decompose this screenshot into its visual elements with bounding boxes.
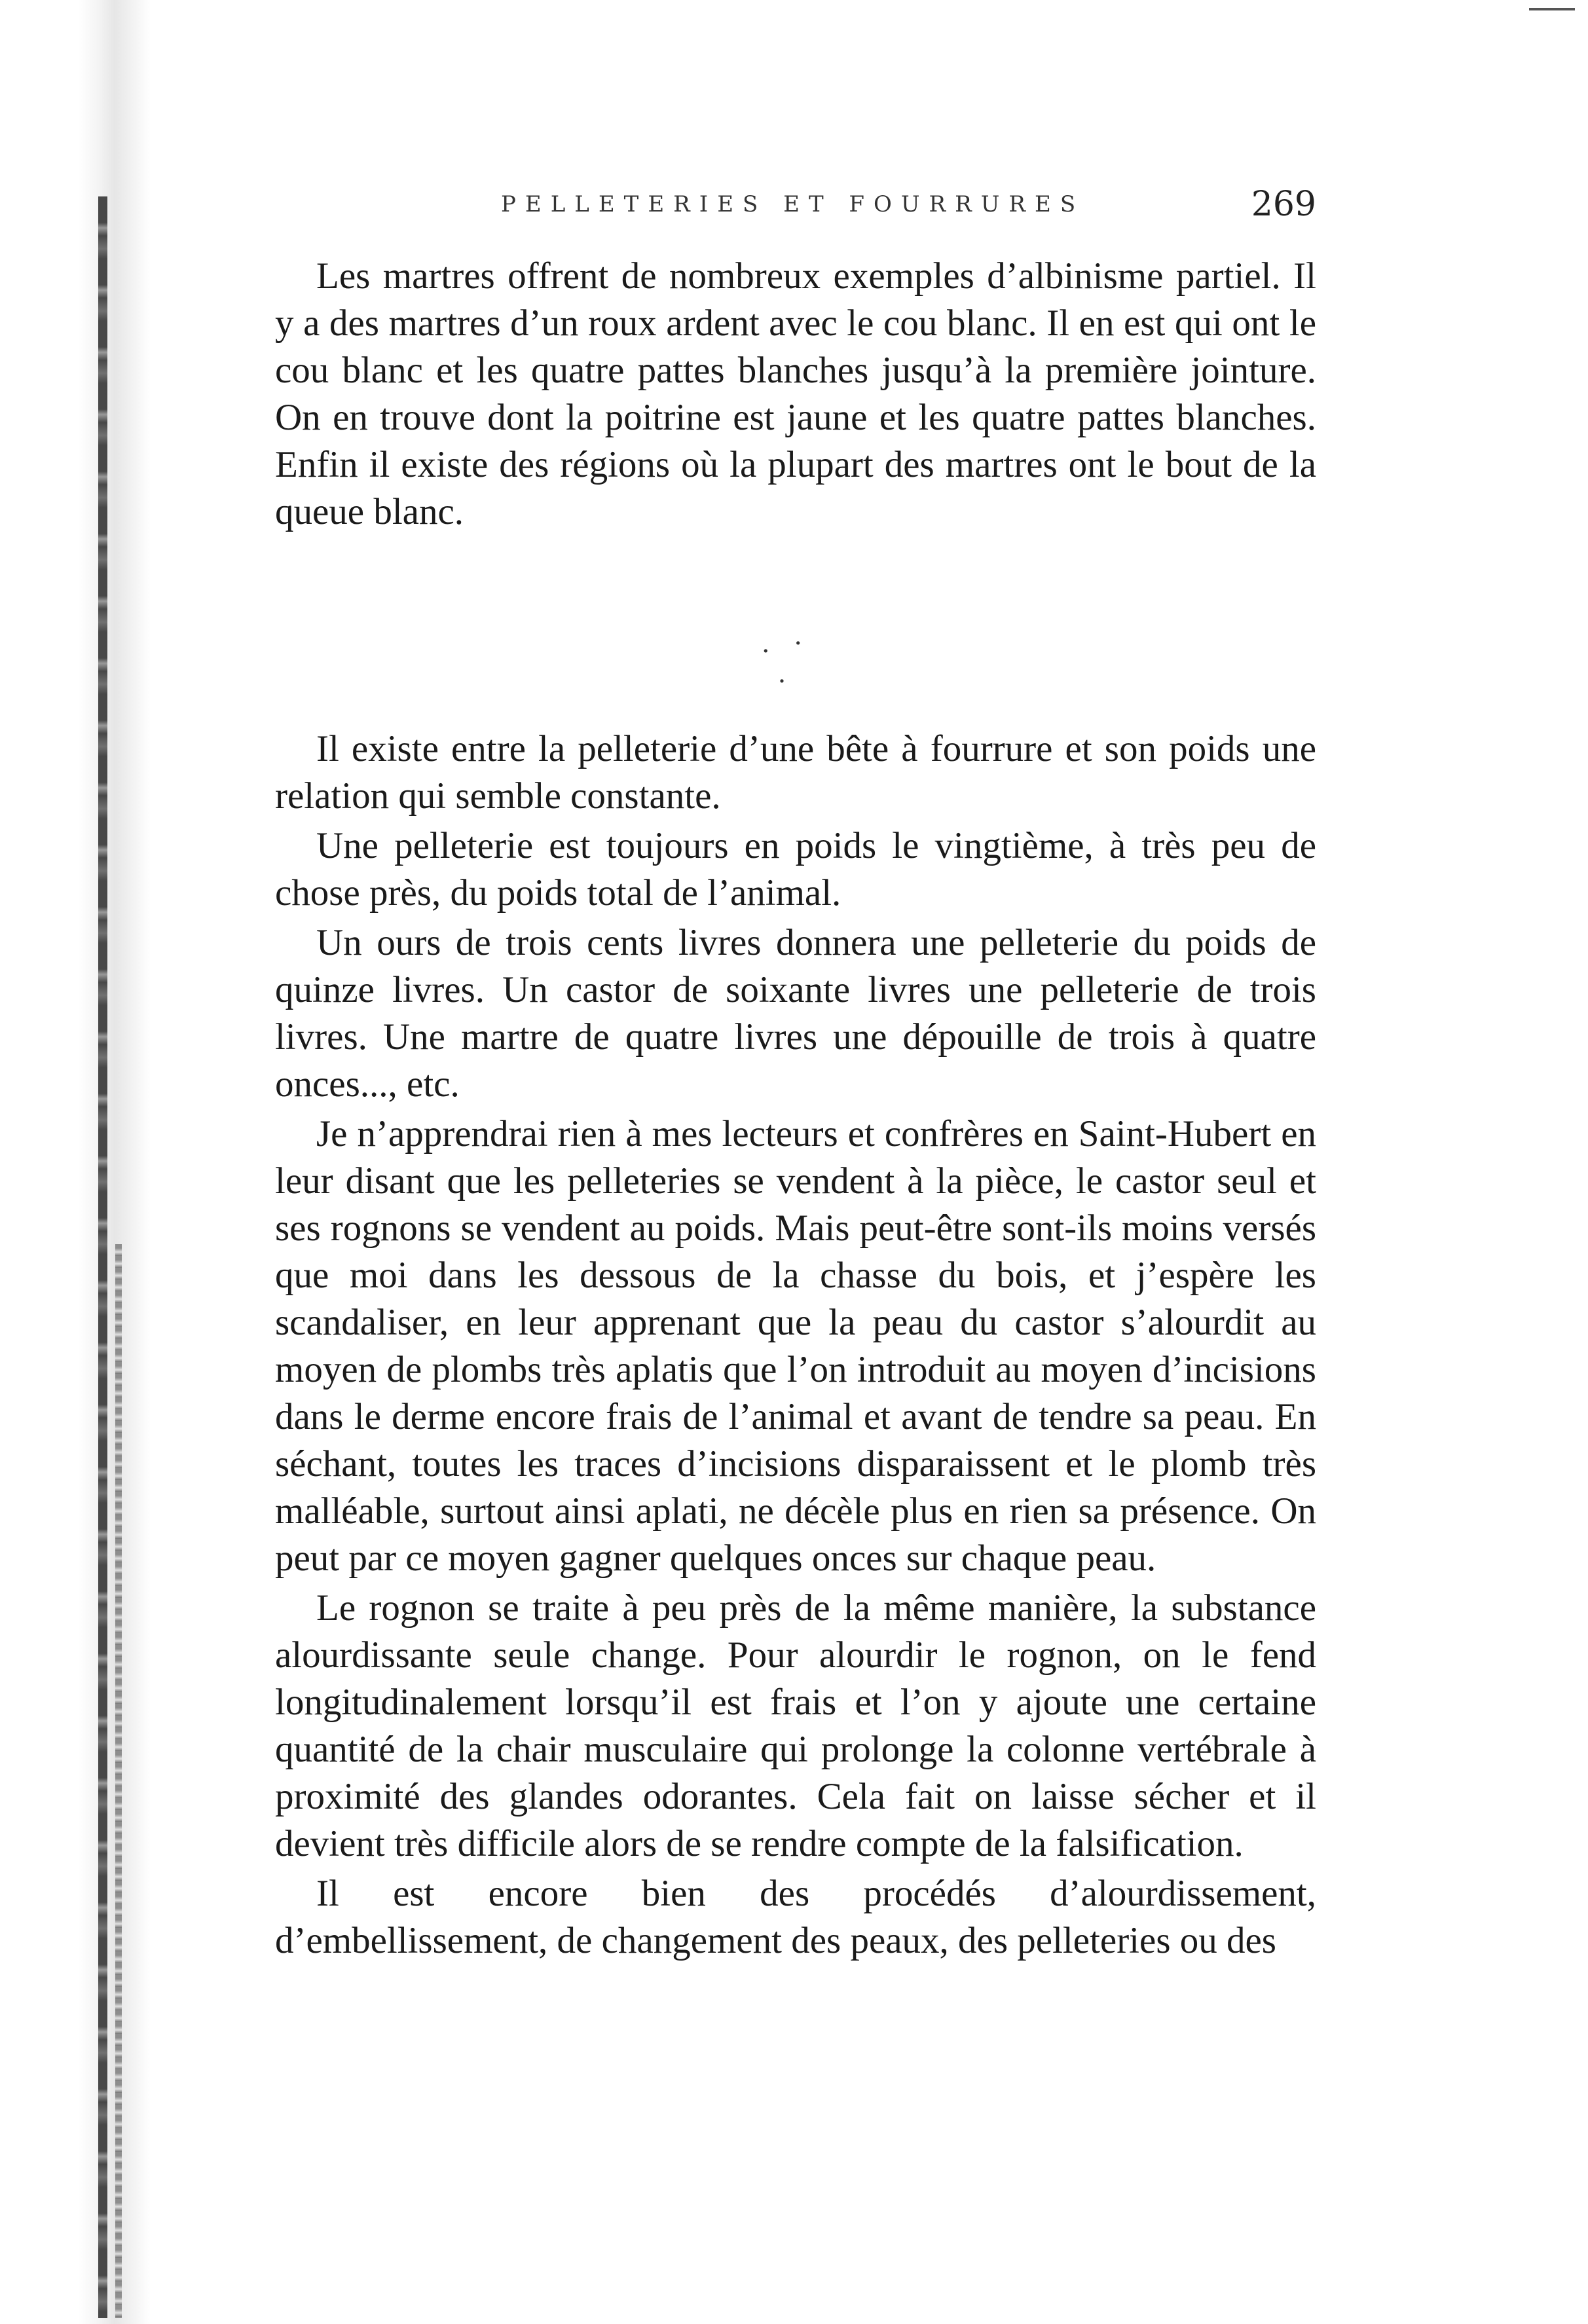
page-number: 269 xyxy=(1251,185,1316,224)
page-edge-shadow xyxy=(98,196,107,2318)
book-binding-edge xyxy=(0,0,151,2324)
paragraph: Une pelleterie est toujours en poids le vingtième, à très peu de chose près, du poids total de l’animal. xyxy=(275,825,1316,913)
paragraph: Le rognon se traite à peu près de la même manière, la substance alourdissante seule change. Pour alourdir le rognon, on le fend longitudinalement lorsqu’il est frais et l’on y ajoute une certaine quantité de la chair musculaire qui prolonge la colonne vertébrale à proximité des glandes odorantes. Cela fait on laisse sécher et il devient très difficile alors de se rendre compte de la falsification. xyxy=(275,1587,1316,1864)
page-header xyxy=(275,185,1316,237)
page-edge-texture xyxy=(115,1244,122,2318)
paragraph: Un ours de trois cents livres donnera une pelleterie du poids de quinze livres. Un castor de soixante livres une pelleterie de trois livres. Une martre de quatre livres une dépouille de trois à quatre onces..., etc. xyxy=(275,922,1316,1105)
running-title: PELLETERIES ET FOURRURES xyxy=(501,191,1085,217)
paragraph: Il est encore bien des procédés d’alourdissement, d’embellissement, de changement des peaux, des pelleteries ou des xyxy=(275,1873,1316,1961)
paragraph: Les martres offrent de nombreux exemples d’albinisme partiel. Il y a des martres d’un roux ardent avec le cou blanc. Il en est qui ont le cou blanc et les quatre pattes blanches jusqu’à la première jointure. On en trouve dont la poitrine est jaune et les quatre pattes blanches. Enfin il existe des régions où la plupart des martres ont le bout de la queue blanc. xyxy=(275,255,1316,532)
section-separator: . · . xyxy=(761,629,811,689)
text-block-main xyxy=(275,726,1316,1964)
paragraph: Il existe entre la pelleterie d’une bête à fourrure et son poids une relation qui semble constante. xyxy=(275,728,1316,817)
text-block-top xyxy=(275,253,1316,536)
corner-mark xyxy=(1529,8,1575,10)
paragraph: Je n’apprendrai rien à mes lecteurs et confrères en Saint-Hubert en leur disant que les pelleteries se vendent à la pièce, le castor seul et ses rognons se vendent au poids. Mais peut-être sont-ils moins versés que moi dans les dessous de la chasse du bois, et j’espère les scandaliser, en leur apprenant que la peau du castor s’alourdit au moyen de plombs très aplatis que l’on introduit au moyen d’incisions dans le derme encore frais de l’animal et avant de tendre sa peau. En séchant, toutes les traces d’incisions disparaissent et le plomb très malléable, surtout ainsi aplati, ne décèle plus en rien sa présence. On peut par ce moyen gagner quelques onces sur chaque peau. xyxy=(275,1113,1316,1579)
